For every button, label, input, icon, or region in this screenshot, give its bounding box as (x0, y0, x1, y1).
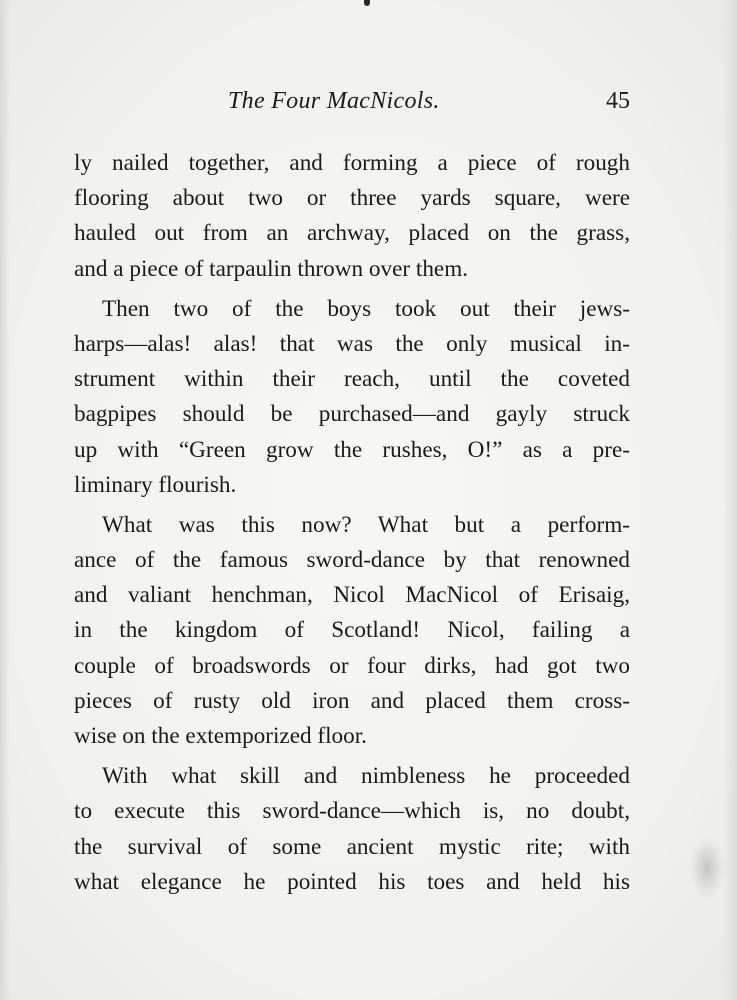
text-line: strument within their reach, until the coveted (74, 366, 630, 393)
page-left-edge-shadow (0, 0, 10, 1000)
page-right-edge-shadow (723, 0, 737, 1000)
text-line: harps—alas! alas! that was the only musical in- (74, 330, 630, 357)
text-line: to execute this sword-dance—which is, no doubt, (74, 798, 630, 825)
paragraph-1 (74, 146, 630, 287)
paragraph-2 (74, 292, 630, 503)
text-line: flooring about two or three yards square, were (74, 185, 630, 212)
page-smudge (690, 838, 724, 898)
text-line: couple of broadswords or four dirks, had got two (74, 652, 630, 679)
paragraph-3 (74, 508, 630, 754)
text-line: and valiant henchman, Nicol MacNicol of Erisaig, (74, 582, 630, 609)
text-line: Then two of the boys took out their jews- (102, 295, 630, 322)
body-text (74, 146, 630, 900)
text-line: and a piece of tarpaulin thrown over them. (74, 255, 469, 282)
text-line: the survival of some ancient mystic rite; with (74, 833, 630, 860)
page-number: 45 (606, 88, 630, 114)
running-title: The Four MacNicols. (228, 88, 440, 114)
text-line: ly nailed together, and forming a piece of rough (74, 150, 630, 176)
paragraph-4 (74, 759, 630, 900)
text-line: hauled out from an archway, placed on the grass, (74, 220, 630, 247)
text-line: in the kingdom of Scotland! Nicol, failing a (74, 617, 630, 644)
page-header (74, 88, 630, 122)
text-line: pieces of rusty old iron and placed them cross- (74, 687, 630, 714)
text-line: up with “Green grow the rushes, O!” as a pre- (74, 436, 630, 463)
text-line: wise on the extemporized floor. (74, 723, 367, 749)
text-line: What was this now? What but a perform- (102, 511, 630, 538)
text-line: liminary flourish. (74, 471, 237, 498)
ink-mark (364, 0, 370, 6)
text-line: bagpipes should be purchased—and gayly struck (74, 401, 630, 428)
text-line: With what skill and nimbleness he proceeded (102, 763, 630, 790)
text-line: what elegance he pointed his toes and held his (74, 868, 630, 895)
text-line: ance of the famous sword-dance by that renowned (74, 547, 630, 574)
